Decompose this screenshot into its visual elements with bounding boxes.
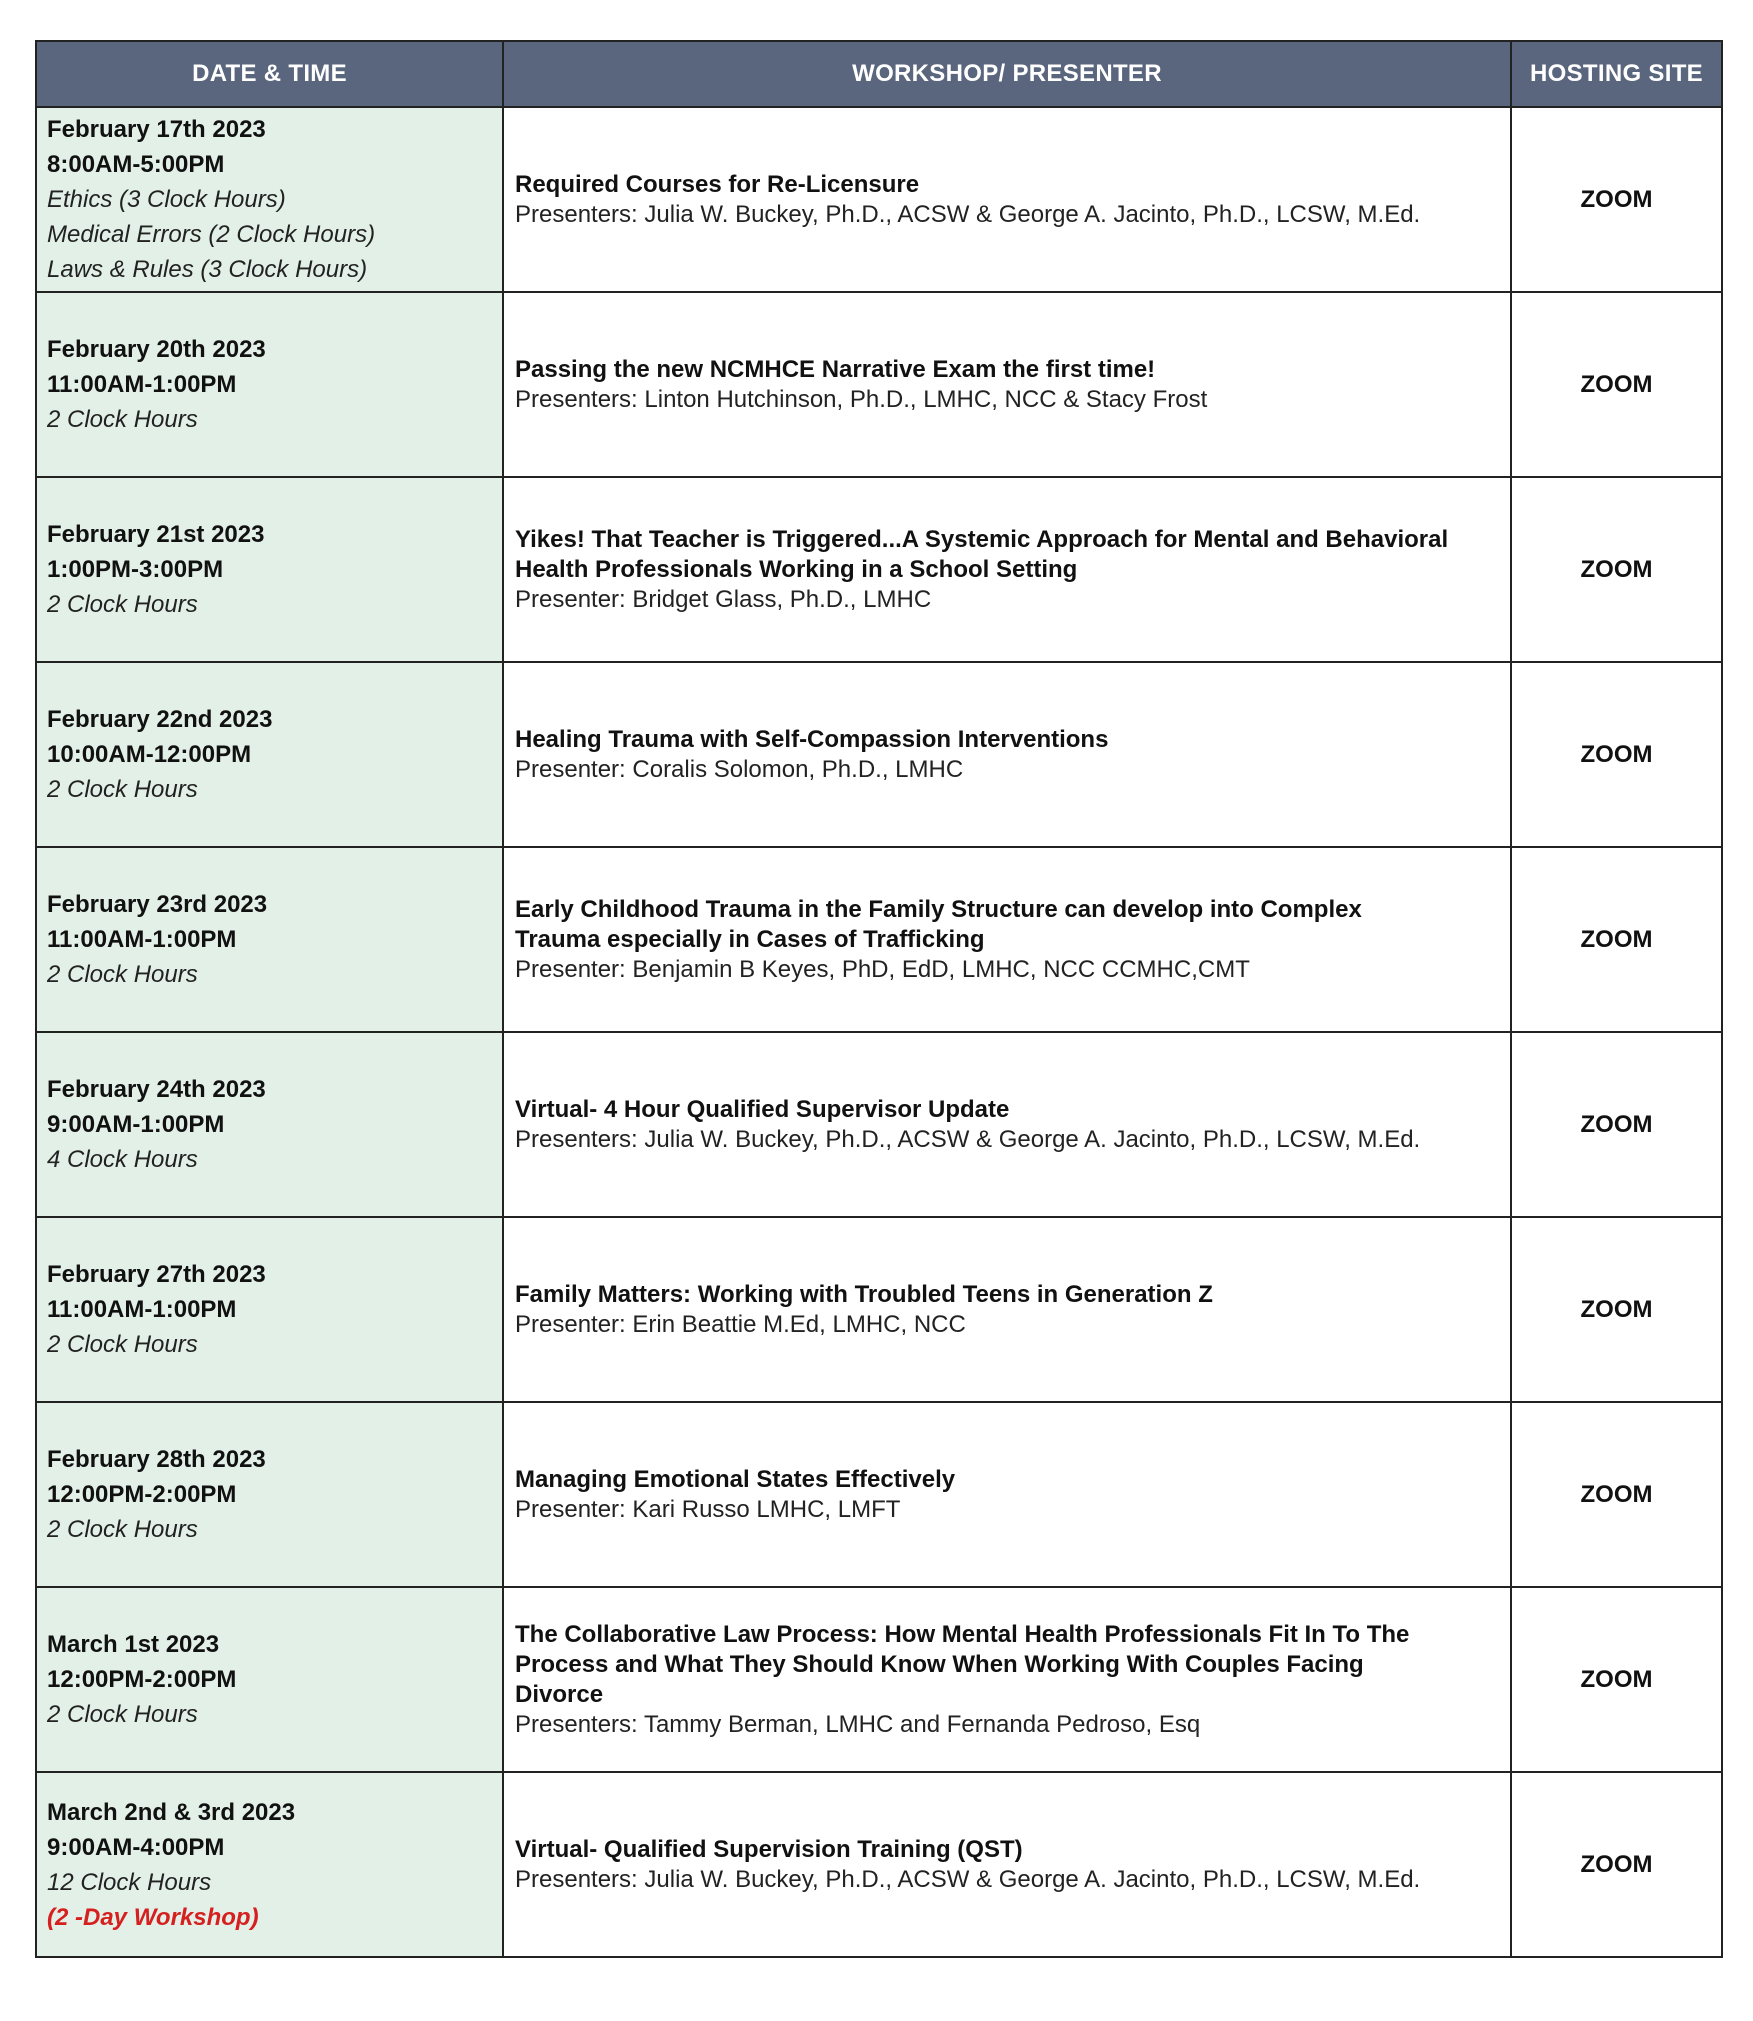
workshop-title: The Collaborative Law Process: How Mental Health Professionals Fit In To The [515, 1620, 1410, 1648]
workshop-date: February 21st 2023 [47, 521, 265, 548]
clock-hours-note: Laws & Rules (3 Clock Hours) [47, 256, 368, 283]
hosting-site-cell: ZOOM [1511, 1217, 1722, 1402]
workshop-title: Family Matters: Working with Troubled Teens in Generation Z [515, 1280, 1213, 1308]
table-row [36, 1402, 1722, 1587]
clock-hours-note: 2 Clock Hours [47, 961, 198, 988]
workshop-presenter: Presenter: Bridget Glass, Ph.D., LMHC [515, 585, 932, 613]
workshop-date: February 20th 2023 [47, 336, 266, 363]
workshop-date: February 17th 2023 [47, 116, 266, 143]
workshop-presenter: Presenters: Julia W. Buckey, Ph.D., ACSW & George A. Jacinto, Ph.D., LCSW, M.Ed. [515, 1125, 1421, 1153]
workshop-cell [503, 292, 1511, 477]
clock-hours-note: Ethics (3 Clock Hours) [47, 186, 286, 213]
workshop-date: February 28th 2023 [47, 1446, 266, 1473]
header-hosting-site: HOSTING SITE [1511, 41, 1722, 107]
hosting-site-cell: ZOOM [1511, 1402, 1722, 1587]
date-time-cell [36, 662, 503, 847]
clock-hours-note: 2 Clock Hours [47, 1516, 198, 1543]
workshop-time: 9:00AM-1:00PM [47, 1111, 225, 1138]
clock-hours-note: Medical Errors (2 Clock Hours) [47, 221, 376, 248]
workshop-date: February 24th 2023 [47, 1076, 266, 1103]
workshop-time: 11:00AM-1:00PM [47, 371, 237, 398]
table-row [36, 477, 1722, 662]
workshop-title: Virtual- 4 Hour Qualified Supervisor Update [515, 1095, 1010, 1123]
hosting-site-cell: ZOOM [1511, 477, 1722, 662]
clock-hours-note: 12 Clock Hours [47, 1868, 212, 1896]
table-row [36, 1032, 1722, 1217]
date-time-cell [36, 477, 503, 662]
workshop-date: March 1st 2023 [47, 1631, 220, 1658]
workshop-time: 12:00PM-2:00PM [47, 1666, 237, 1693]
table-row [36, 107, 1722, 292]
clock-hours-note: 2 Clock Hours [47, 591, 198, 618]
workshop-title: Passing the new NCMHCE Narrative Exam the first time! [515, 355, 1156, 383]
workshop-time: 12:00PM-2:00PM [47, 1481, 237, 1508]
date-time-cell [36, 847, 503, 1032]
date-time-cell [36, 1217, 503, 1402]
workshop-presenter: Presenters: Julia W. Buckey, Ph.D., ACSW & George A. Jacinto, Ph.D., LCSW, M.Ed. [515, 1865, 1421, 1893]
workshop-title: Trauma especially in Cases of Trafficking [515, 925, 985, 953]
header-date-time: DATE & TIME [36, 41, 503, 107]
workshop-title: Managing Emotional States Effectively [515, 1465, 956, 1493]
workshop-cell [503, 1032, 1511, 1217]
workshop-title: Health Professionals Working in a School Setting [515, 555, 1078, 583]
workshop-cell [503, 662, 1511, 847]
workshop-time: 11:00AM-1:00PM [47, 1296, 237, 1323]
workshop-time: 1:00PM-3:00PM [47, 556, 224, 583]
workshop-presenter: Presenters: Linton Hutchinson, Ph.D., LMHC, NCC & Stacy Frost [515, 385, 1208, 413]
date-time-cell [36, 292, 503, 477]
table-row [36, 1587, 1722, 1772]
workshop-title: Process and What They Should Know When Working With Couples Facing [515, 1650, 1364, 1678]
hosting-site-cell: ZOOM [1511, 1587, 1722, 1772]
table-row [36, 1772, 1722, 1957]
workshop-cell [503, 847, 1511, 1032]
table-row [36, 1217, 1722, 1402]
workshop-date: February 22nd 2023 [47, 706, 273, 733]
workshop-schedule-table [35, 40, 1723, 1958]
clock-hours-note: 2 Clock Hours [47, 406, 198, 433]
table-row [36, 847, 1722, 1032]
workshop-presenter: Presenters: Julia W. Buckey, Ph.D., ACSW & George A. Jacinto, Ph.D., LCSW, M.Ed. [515, 200, 1421, 228]
table-row [36, 662, 1722, 847]
clock-hours-note: 2 Clock Hours [47, 1331, 198, 1358]
workshop-cell [503, 1217, 1511, 1402]
workshop-presenter: Presenter: Kari Russo LMHC, LMFT [515, 1495, 901, 1523]
workshop-presenter: Presenter: Benjamin B Keyes, PhD, EdD, LMHC, NCC CCMHC,CMT [515, 955, 1250, 983]
workshop-title: Divorce [515, 1680, 604, 1708]
date-time-cell [36, 107, 503, 292]
header-workshop-presenter: WORKSHOP/ PRESENTER [503, 41, 1511, 107]
workshop-time: 8:00AM-5:00PM [47, 151, 225, 178]
workshop-cell [503, 107, 1511, 292]
multi-day-badge: (2 -Day Workshop) [47, 1903, 259, 1931]
clock-hours-note: 4 Clock Hours [47, 1146, 198, 1173]
workshop-date: February 23rd 2023 [47, 891, 268, 918]
hosting-site-cell: ZOOM [1511, 107, 1722, 292]
table-body [36, 107, 1722, 1957]
hosting-site-cell: ZOOM [1511, 847, 1722, 1032]
date-time-cell [36, 1587, 503, 1772]
workshop-title: Virtual- Qualified Supervision Training (QST) [515, 1835, 1023, 1863]
header-row [36, 41, 1722, 107]
workshop-cell [503, 477, 1511, 662]
date-time-cell [36, 1032, 503, 1217]
clock-hours-note: 2 Clock Hours [47, 776, 198, 803]
workshop-time: 11:00AM-1:00PM [47, 926, 237, 953]
workshop-title: Yikes! That Teacher is Triggered...A Systemic Approach for Mental and Behavioral [515, 525, 1449, 553]
table-row [36, 292, 1722, 477]
hosting-site-cell: ZOOM [1511, 1772, 1722, 1957]
hosting-site-cell: ZOOM [1511, 292, 1722, 477]
workshop-presenter: Presenter: Erin Beattie M.Ed, LMHC, NCC [515, 1310, 966, 1338]
workshop-time: 10:00AM-12:00PM [47, 741, 252, 768]
workshop-date: March 2nd & 3rd 2023 [47, 1798, 296, 1826]
workshop-presenter: Presenter: Coralis Solomon, Ph.D., LMHC [515, 755, 964, 783]
workshop-presenter: Presenters: Tammy Berman, LMHC and Fernanda Pedroso, Esq [515, 1710, 1201, 1738]
workshop-date: February 27th 2023 [47, 1261, 266, 1288]
workshop-cell [503, 1772, 1511, 1957]
date-time-cell [36, 1402, 503, 1587]
workshop-title: Early Childhood Trauma in the Family Structure can develop into Complex [515, 895, 1362, 923]
hosting-site-cell: ZOOM [1511, 662, 1722, 847]
workshop-time: 9:00AM-4:00PM [47, 1833, 225, 1861]
clock-hours-note: 2 Clock Hours [47, 1701, 198, 1728]
hosting-site-cell: ZOOM [1511, 1032, 1722, 1217]
workshop-title: Healing Trauma with Self-Compassion Interventions [515, 725, 1109, 753]
table-header [36, 41, 1722, 107]
workshop-title: Required Courses for Re-Licensure [515, 170, 920, 198]
workshop-cell [503, 1587, 1511, 1772]
workshop-cell [503, 1402, 1511, 1587]
date-time-cell [36, 1772, 503, 1957]
